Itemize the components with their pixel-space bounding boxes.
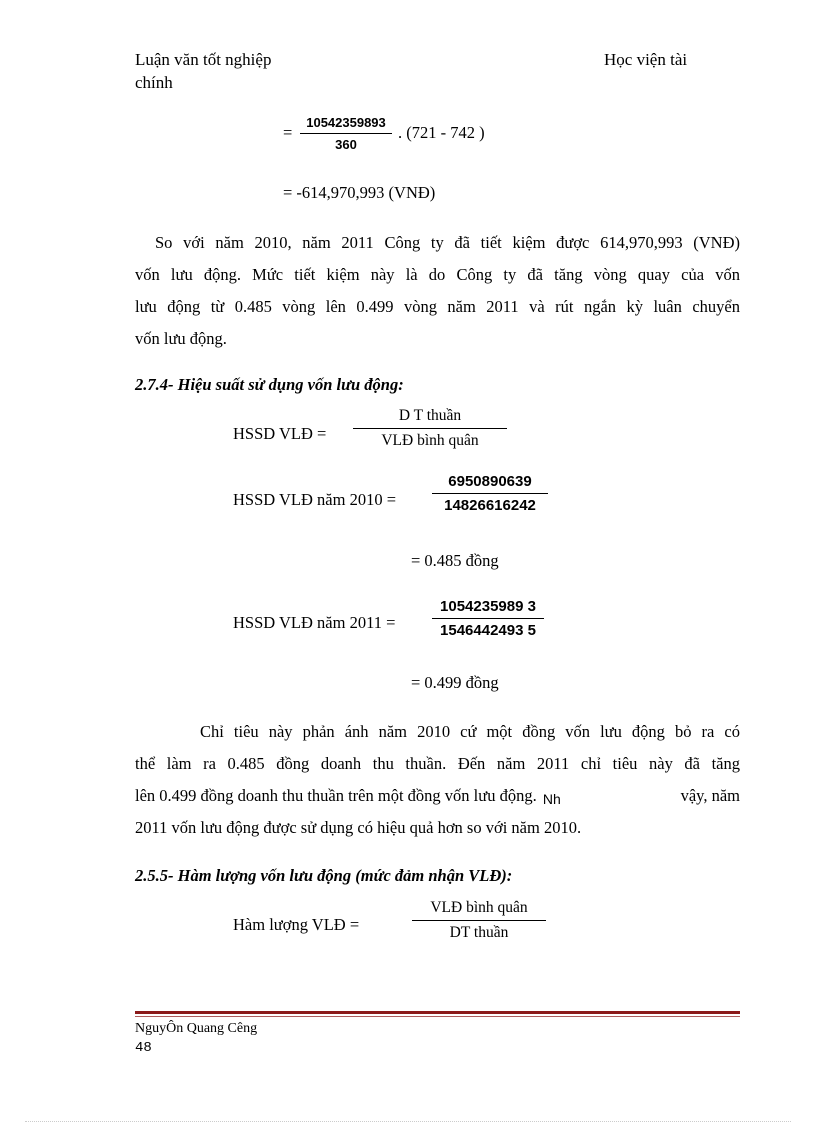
eq1-fraction [300,115,392,152]
eq1-numerator: 10542359893 [306,115,386,130]
paragraph-2-line: Chỉ tiêu này phản ánh năm 2010 cứ một đồng vốn lưu động bỏ ra có [200,722,740,741]
formula2-denominator: 14826616242 [444,497,536,514]
header-right-title: Học viện tài [604,50,688,69]
eq1-tail: . (721 - 742 ) [398,123,485,142]
footer-page-number: 48 [135,1040,152,1056]
formula2-label: HSSD VLĐ năm 2010 = [233,490,397,509]
paragraph-2 [135,716,740,844]
formula3-fraction-bar [432,618,544,619]
header-left-title: Luận văn tốt nghiệp [135,50,272,69]
formula4-fraction [412,899,546,942]
page-bottom-dotted-edge [25,1121,791,1122]
eq1-denominator: 360 [335,137,357,152]
eq1-result: = -614,970,993 (VNĐ) [283,183,436,202]
formula4-numerator: VLĐ bình quân [430,899,528,916]
formula3-fraction [432,598,544,639]
paragraph-2-line [135,780,740,812]
paragraph-1-line: vốn lưu động. Mức tiết kiệm này là do Công ty đã tăng vòng quay của vốn [135,265,740,284]
formula1-label: HSSD VLĐ = [233,424,327,443]
formula2-fraction-bar [432,493,548,494]
paragraph-1-line: vốn lưu động. [135,329,227,348]
eq1-fraction-bar [300,133,392,134]
section-heading-2-5-5: 2.5.5- Hàm lượng vốn lưu động (mức đảm nhận VLĐ): [135,866,513,885]
formula1-fraction-bar [353,428,507,429]
formula4-denominator: DT thuần [449,924,509,941]
formula1-fraction [353,407,507,450]
formula1-denominator: VLĐ bình quân [381,432,479,449]
formula4-fraction-bar [412,920,546,921]
paragraph-1 [135,227,740,355]
formula3-result: = 0.499 đồng [411,673,499,692]
formula3-numerator: 1054235989 3 [440,598,536,615]
paragraph-2-tail: vậy, năm [680,786,740,805]
formula2-numerator: 6950890639 [448,473,532,490]
header-left-continuation: chính [135,73,173,92]
formula3-denominator: 1546442493 5 [440,622,536,639]
paragraph-1-line: lưu động từ 0.485 vòng lên 0.499 vòng năm 2011 và rút ngắn kỳ luân chuyển [135,297,740,316]
formula4-label: Hàm lượng VLĐ = [233,915,360,934]
footer-rule [135,1011,740,1017]
paragraph-2-line: thể làm ra 0.485 đồng doanh thu thuần. Đến năm 2011 chỉ tiêu này đã tăng [135,754,740,773]
paragraph-2-nh-fragment: Nh [542,791,561,807]
formula1-numerator: D T thuần [398,407,462,424]
formula3-label: HSSD VLĐ năm 2011 = [233,613,396,632]
section-heading-2-7-4: 2.7.4- Hiệu suất sử dụng vốn lưu động: [135,375,404,394]
paragraph-2-line: 2011 vốn lưu động được sử dụng có hiệu quả hơn so với năm 2010. [135,818,582,837]
formula2-fraction [432,473,548,514]
formula2-result: = 0.485 đồng [411,551,499,570]
footer-rule-thin [135,1016,740,1017]
footer-rule-thick [135,1011,740,1014]
footer-author: NguyÔn Quang Cêng [135,1021,258,1036]
eq1-equals: = [283,123,293,142]
paragraph-1-line: So với năm 2010, năm 2011 Công ty đã tiết kiệm được 614,970,993 (VNĐ) [155,233,740,252]
paragraph-2-line-text: lên 0.499 đồng doanh thu thuần trên một đồng vốn lưu động. [135,786,537,805]
